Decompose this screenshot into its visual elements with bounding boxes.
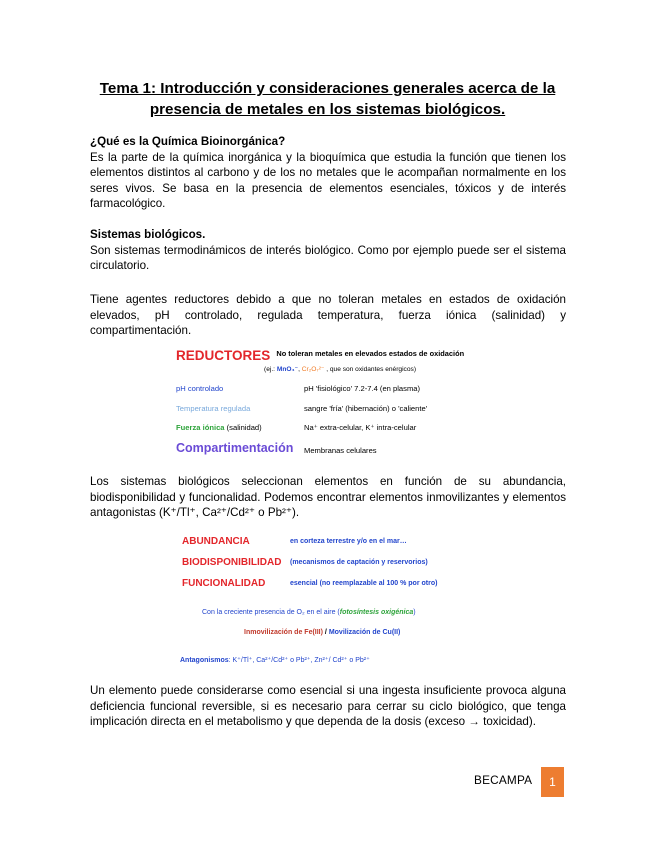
ph-label: pH controlado xyxy=(176,384,224,393)
paragraph-elemento-esencial xyxy=(90,683,566,730)
title-line-2: presencia de metales en los sistemas biológicos. xyxy=(149,101,506,118)
antagonismos-row: Antagonismos: K⁺/Tl⁺, Ca²⁺/Cd²⁺ o Pb²⁺, Zn²⁺/ Cd²⁺ o Pb²⁺ xyxy=(180,657,370,664)
temp-label: Temperatura regulada xyxy=(176,404,251,413)
reductores-example: (ej.: MnO₄⁻, Cr₂O₇²⁻ , que son oxidantes enérgicos) xyxy=(264,366,417,373)
paragraph-agentes-reductores xyxy=(90,292,566,339)
biodisponibilidad-label: BIODISPONIBILIDAD xyxy=(182,557,282,568)
inmovilizacion-row: Inmovilización de Fe(III) / Movilización de Cu(II) xyxy=(244,629,401,636)
biodisponibilidad-value: (mecanismos de captación y reservorios) xyxy=(290,559,428,566)
figure-abundancia xyxy=(170,532,480,672)
paragraph-text: Los sistemas biológicos seleccionan elementos en función de su abundancia, biodisponibilidad y funcionalidad. Podemos encontrar elementos inmovilizantes y elementos antagonistas (K⁺/Tl⁺, Ca²⁺/Cd²⁺ o Pb²⁺). xyxy=(90,475,566,520)
paragraph-seleccion-elementos xyxy=(90,474,566,521)
section-heading: ¿Qué es la Química Bioinorgánica? xyxy=(90,135,286,148)
paragraph-text: Un elemento puede considerarse como esencial si una ingesta insuficiente provoca alguna deficiencia funcional reversible, si es necesario para cerrar su ciclo biológico, que tenga implicación directa en el metabolismo y que dependa de la dosis (exceso → toxicidad). xyxy=(90,684,566,729)
section-quimica-bioinorganica xyxy=(90,134,566,212)
section-heading: Sistemas biológicos. xyxy=(90,228,206,241)
abundancia-label: ABUNDANCIA xyxy=(182,536,250,547)
section-paragraph: Son sistemas termodinámicos de interés biológico. Como por ejemplo puede ser el sistema circulatorio. xyxy=(90,243,566,273)
footer-label: BECAMPA xyxy=(474,773,533,787)
reductores-desc: No toleran metales en elevados estados de oxidación xyxy=(276,349,465,358)
cr2o7-formula: Cr₂O₇²⁻ xyxy=(301,366,325,373)
fuerza-label: Fuerza iónica (salinidad) xyxy=(176,423,262,432)
abundancia-value: en corteza terrestre y/o en el mar… xyxy=(290,538,407,545)
title-line-1: Tema 1: Introducción y consideraciones generales acerca de la xyxy=(99,80,556,97)
comp-label: Compartimentación xyxy=(176,441,294,455)
fotosintesis-text: fotosíntesis oxigénica xyxy=(339,609,414,616)
funcionalidad-value: esencial (no reemplazable al 100 % por otro) xyxy=(290,580,438,587)
page-number: 1 xyxy=(541,767,564,797)
fuerza-value: Na⁺ extra-celular, K⁺ intra-celular xyxy=(304,423,417,432)
temp-value: sangre 'fría' (hibernación) o 'caliente' xyxy=(304,404,428,413)
mno4-formula: MnO₄⁻ xyxy=(276,366,299,373)
oxygen-note: Con la creciente presencia de O₂ en el aire (fotosíntesis oxigénica) xyxy=(202,609,416,616)
funcionalidad-label: FUNCIONALIDAD xyxy=(182,578,266,589)
section-sistemas-biologicos xyxy=(90,227,566,274)
paragraph-text: Tiene agentes reductores debido a que no toleran metales en estados de oxidación elevados, pH controlado, regulada temperatura, fuerza iónica (salinidad) y compartimentación. xyxy=(90,293,566,338)
page-title xyxy=(60,78,595,120)
section-paragraph: Es la parte de la química inorgánica y la bioquímica que estudia la función que tienen los elementos distintos al carbono y de los no metales que le acompañan normalmente en los seres vivos. Se basa en la presencia de elementos esenciales, tóxicos y de interés farmacológico. xyxy=(90,150,566,211)
comp-value: Membranas celulares xyxy=(304,446,377,455)
reductores-label: REDUCTORES xyxy=(176,348,271,363)
figure-reductores xyxy=(172,346,492,466)
ph-value: pH 'fisiológico' 7.2-7.4 (en plasma) xyxy=(304,384,421,393)
